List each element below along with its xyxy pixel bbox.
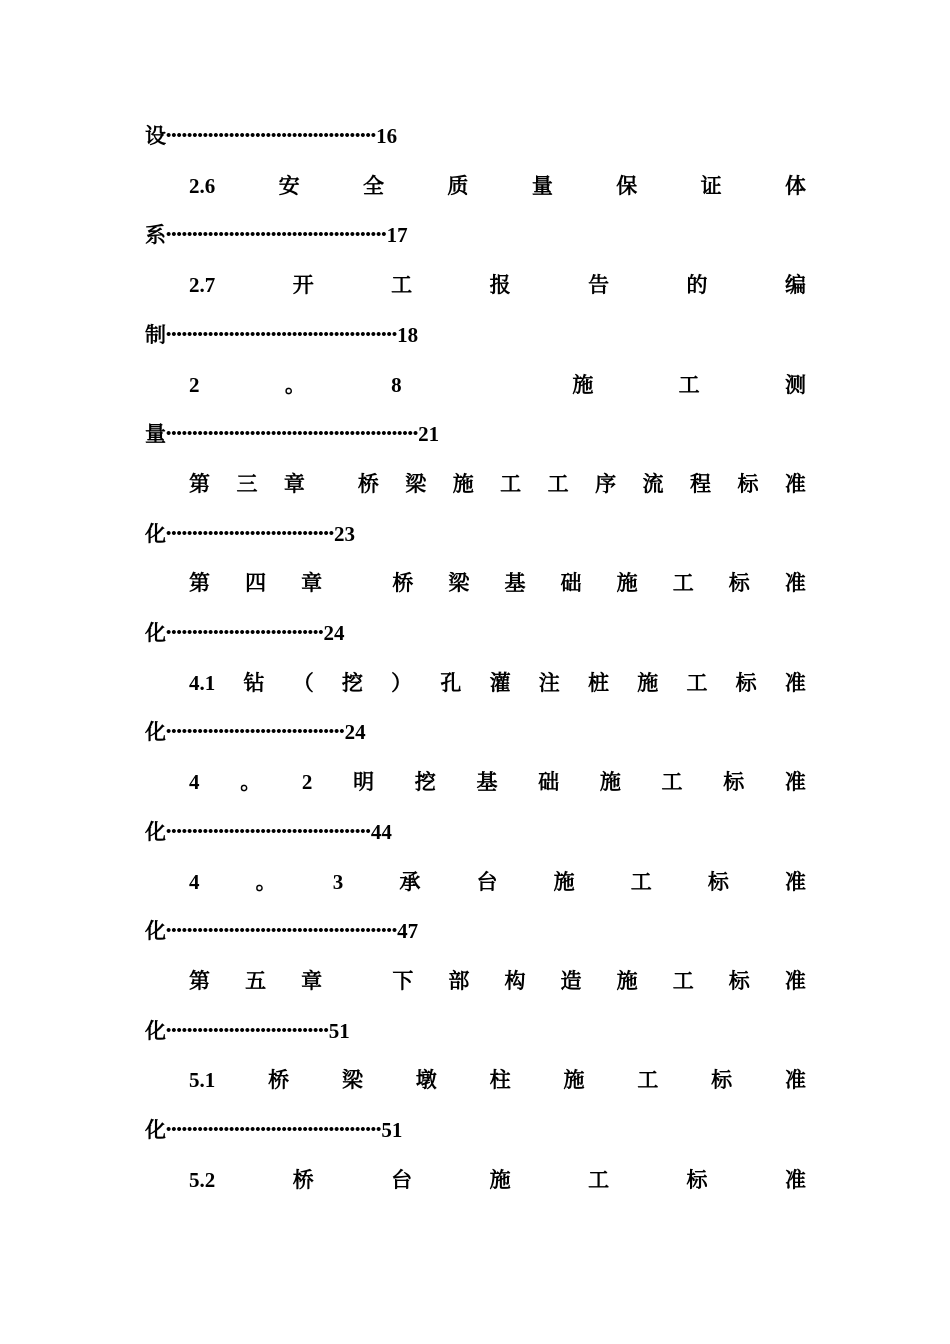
toc-heading-token: 注 — [538, 671, 560, 695]
toc-heading-line — [189, 1165, 806, 1195]
toc-heading-token: 全 — [363, 174, 385, 198]
toc-leader-line — [145, 419, 807, 449]
toc-heading-token: 4 — [189, 770, 200, 794]
toc-heading-token: 基 — [504, 571, 526, 595]
toc-entry-tail: 化 — [145, 621, 166, 645]
toc-heading-token: 准 — [784, 969, 806, 993]
toc-heading-token: 8 — [391, 373, 402, 397]
toc-heading-line — [189, 1065, 806, 1095]
toc-page-number: 17 — [386, 223, 408, 247]
toc-heading-token: 2 — [189, 373, 200, 397]
dot-leader: ••••••••••••••••••••••••••••••••••••••• — [166, 824, 371, 840]
toc-heading-token: 桥 — [268, 1068, 290, 1092]
dot-leader: ••••••••••••••••••••••••••••••••••••••••• — [166, 1122, 382, 1138]
toc-heading-token: 流 — [642, 472, 664, 496]
toc-heading-token: 梁 — [405, 472, 427, 496]
dot-leader: •••••••••••••••••••••••••••••••••••••••• — [166, 128, 377, 144]
toc-heading-token: 章 — [283, 472, 305, 496]
toc-heading-token: 工 — [672, 571, 694, 595]
toc-heading-token: 下 — [392, 969, 414, 993]
toc-heading-token: 承 — [399, 870, 421, 894]
toc-heading-token: 标 — [711, 1068, 733, 1092]
toc-leader-line — [145, 220, 807, 250]
toc-heading-token: 准 — [785, 1068, 806, 1092]
toc-heading-line — [189, 966, 806, 996]
toc-leader-line — [145, 717, 807, 747]
toc-entry-tail: 设 — [145, 124, 166, 148]
toc-heading-token: 证 — [700, 174, 722, 198]
toc-heading-token: 准 — [784, 472, 806, 496]
dot-leader: •••••••••••••••••••••••••••••••• — [166, 526, 335, 542]
toc-heading-token: 报 — [489, 273, 511, 297]
toc-entry-tail: 化 — [145, 919, 166, 943]
toc-heading-token: 。 — [255, 870, 277, 894]
toc-heading-token: 标 — [686, 1168, 708, 1192]
toc-heading-token: 。 — [240, 770, 262, 794]
toc-heading-token: 工 — [588, 1168, 610, 1192]
toc-heading-token: 桥 — [292, 1168, 314, 1192]
toc-heading-token: 编 — [784, 273, 806, 297]
toc-heading-line — [189, 270, 806, 300]
dot-leader: •••••••••••••••••••••••••••••••••••••••••••••••• — [166, 426, 419, 442]
toc-heading-token: 孔 — [440, 671, 462, 695]
toc-page-number: 47 — [397, 919, 419, 943]
toc-heading-token: 础 — [538, 770, 560, 794]
toc-heading-token: 钻 — [243, 671, 265, 695]
toc-page-number: 18 — [397, 323, 419, 347]
toc-page-number: 24 — [323, 621, 345, 645]
toc-heading-token: 。 — [284, 373, 306, 397]
toc-heading-token: （ — [292, 671, 314, 695]
toc-page-number: 16 — [376, 124, 398, 148]
toc-heading-token: 标 — [723, 770, 745, 794]
toc-heading-token: 施 — [637, 671, 659, 695]
toc-heading-token: 部 — [448, 969, 470, 993]
toc-heading-token: 工 — [678, 373, 700, 397]
toc-heading-token: 第 — [189, 472, 210, 496]
toc-heading-token: 第 — [189, 969, 210, 993]
toc-heading-token: ） — [391, 671, 413, 695]
toc-heading-token: 工 — [547, 472, 569, 496]
toc-heading-token: 保 — [616, 174, 638, 198]
toc-page-number: 21 — [418, 422, 440, 446]
toc-heading-line — [189, 568, 806, 598]
toc-heading-token: 工 — [637, 1068, 659, 1092]
toc-heading-token: 施 — [452, 472, 474, 496]
toc-heading-token: 2.7 — [189, 273, 216, 297]
toc-heading-token: 准 — [784, 1168, 806, 1192]
toc-leader-line — [145, 1016, 807, 1046]
toc-heading-token: 台 — [476, 870, 498, 894]
toc-heading-token: 桥 — [357, 472, 379, 496]
toc-heading-token: 工 — [500, 472, 522, 496]
toc-heading-token: 量 — [531, 174, 553, 198]
toc-heading-token: 标 — [728, 969, 750, 993]
toc-heading-token: 桥 — [392, 571, 414, 595]
toc-heading-token: 标 — [728, 571, 750, 595]
toc-leader-line — [145, 519, 807, 549]
toc-heading-token: 5.1 — [189, 1068, 216, 1092]
toc-heading-line — [189, 767, 806, 797]
toc-heading-token: 明 — [353, 770, 375, 794]
toc-page-number: 51 — [381, 1118, 403, 1142]
toc-heading-token: 标 — [735, 671, 757, 695]
toc-heading-token: 挖 — [341, 671, 363, 695]
toc-heading-token: 工 — [391, 273, 413, 297]
dot-leader: •••••••••••••••••••••••••••••••••••••••••••• — [166, 327, 398, 343]
toc-heading-token: 2.6 — [189, 174, 216, 198]
toc-entry-tail: 系 — [145, 223, 166, 247]
toc-heading-token: 5.2 — [189, 1168, 216, 1192]
toc-leader-line — [145, 916, 807, 946]
toc-heading-token: 构 — [504, 969, 526, 993]
toc-heading-token: 准 — [784, 770, 806, 794]
toc-heading-token: 梁 — [448, 571, 470, 595]
toc-heading-token: 墩 — [415, 1068, 437, 1092]
toc-heading-token: 施 — [599, 770, 621, 794]
toc-entry-tail: 制 — [145, 323, 166, 347]
toc-heading-token: 程 — [689, 472, 711, 496]
toc-heading-line — [189, 867, 806, 897]
toc-leader-line — [145, 320, 807, 350]
toc-heading-token: 告 — [588, 273, 610, 297]
toc-heading-line — [189, 370, 806, 400]
toc-heading-token: 施 — [553, 870, 575, 894]
toc-page-number: 24 — [344, 720, 366, 744]
toc-heading-token: 的 — [686, 273, 708, 297]
toc-heading-token: 质 — [447, 174, 469, 198]
toc-heading-token: 准 — [785, 870, 806, 894]
toc-entry-tail: 化 — [145, 720, 166, 744]
toc-heading-token: 4 — [189, 870, 200, 894]
toc-heading-token: 施 — [572, 373, 594, 397]
toc-heading-token: 施 — [616, 571, 638, 595]
toc-heading-token: 章 — [301, 969, 323, 993]
toc-heading-token: 五 — [245, 969, 267, 993]
toc-heading-line — [189, 171, 806, 201]
toc-heading-token: 工 — [630, 870, 652, 894]
toc-heading-token: 2 — [301, 770, 313, 794]
toc-page-number: 23 — [334, 522, 356, 546]
toc-heading-token: 工 — [686, 671, 708, 695]
toc-heading-token: 施 — [489, 1168, 511, 1192]
toc-leader-line — [145, 121, 807, 151]
toc-leader-line — [145, 618, 807, 648]
toc-page-number: 44 — [370, 820, 392, 844]
toc-leader-line — [145, 817, 807, 847]
dot-leader: •••••••••••••••••••••••••••••••••• — [166, 724, 345, 740]
toc-heading-token: 四 — [245, 571, 267, 595]
toc-heading-token: 工 — [661, 770, 683, 794]
toc-heading-token: 章 — [301, 571, 323, 595]
toc-heading-token: 造 — [560, 969, 582, 993]
toc-entry-tail: 化 — [145, 820, 166, 844]
dot-leader: ••••••••••••••••••••••••••••••• — [166, 1023, 329, 1039]
toc-heading-token: 柱 — [489, 1068, 511, 1092]
toc-heading-token: 安 — [278, 174, 300, 198]
toc-heading-token: 准 — [784, 671, 806, 695]
toc-entry-tail: 化 — [145, 522, 166, 546]
toc-entry-tail: 化 — [145, 1019, 166, 1043]
toc-heading-token: 标 — [737, 472, 759, 496]
toc-heading-line — [189, 668, 806, 698]
toc-heading-token: 3 — [332, 870, 344, 894]
toc-heading-token: 施 — [616, 969, 638, 993]
toc-heading-token: 4.1 — [189, 671, 216, 695]
toc-heading-token: 施 — [563, 1068, 585, 1092]
dot-leader: •••••••••••••••••••••••••••••••••••••••••• — [166, 227, 387, 243]
toc-heading-token: 工 — [672, 969, 694, 993]
toc-heading-line — [189, 469, 806, 499]
toc-heading-token: 梁 — [341, 1068, 363, 1092]
toc-heading-token: 础 — [560, 571, 582, 595]
toc-heading-token: 体 — [784, 174, 806, 198]
dot-leader: •••••••••••••••••••••••••••••••••••••••••••• — [166, 923, 398, 939]
toc-heading-token: 灌 — [489, 671, 511, 695]
toc-heading-token: 基 — [476, 770, 498, 794]
toc-heading-token: 桩 — [588, 671, 609, 695]
dot-leader: •••••••••••••••••••••••••••••• — [166, 625, 324, 641]
toc-heading-token: 测 — [784, 373, 806, 397]
toc-heading-token: 准 — [784, 571, 806, 595]
toc-heading-token: 第 — [189, 571, 210, 595]
toc-heading-token: 三 — [236, 472, 258, 496]
toc-heading-token: 台 — [391, 1168, 413, 1192]
toc-entry-tail: 化 — [145, 1118, 166, 1142]
toc-heading-token: 序 — [595, 472, 617, 496]
toc-heading-token: 开 — [292, 273, 314, 297]
toc-heading-token: 标 — [707, 870, 729, 894]
toc-entry-tail: 量 — [145, 422, 166, 446]
toc-heading-token: 挖 — [414, 770, 436, 794]
toc-leader-line — [145, 1115, 807, 1145]
toc-page-number: 51 — [328, 1019, 350, 1043]
